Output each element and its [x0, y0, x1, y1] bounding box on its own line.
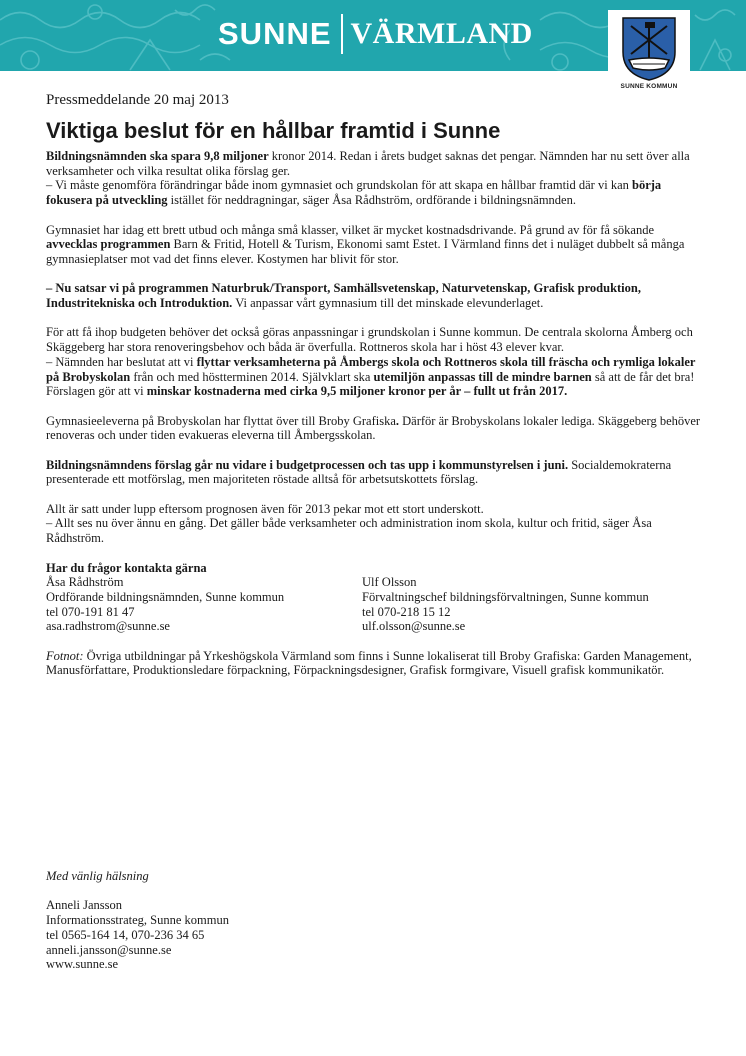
- contact-left-email[interactable]: asa.radhstrom@sunne.se: [46, 619, 170, 634]
- paragraph-2: [46, 223, 706, 267]
- p4-text-3: från och med höstterminen 2014. Självklart ska: [130, 369, 374, 384]
- press-release-body: [46, 90, 706, 693]
- p5-bold-1: .: [395, 413, 400, 428]
- p1-bold-1: Bildningsnämnden ska spara 9,8 miljoner: [46, 149, 269, 163]
- dateline: Pressmeddelande 20 maj 2013: [46, 92, 229, 108]
- p1-bold-2: börja fokusera på utveckling: [46, 178, 662, 208]
- p2-bold-1: avvecklas programmen: [46, 237, 171, 252]
- brand-divider: [341, 14, 343, 54]
- p2-text-2: Barn & Fritid, Hotell & Turism, Ekonomi samt Estet. I Värmland finns det i nuläget dubbelt så många gymnasieplatser mot vad det finns elever. Kostymen har blivit för stor.: [46, 237, 685, 266]
- p1-text-2: – Vi måste genomföra förändringar både inom gymnasiet och grundskolan för att skapa en hållbar framtid där vi kan: [46, 178, 632, 193]
- paragraph-5: [46, 414, 706, 443]
- p4-text-2: – Nämnden har beslutat att vi: [46, 354, 197, 369]
- p6-text-1: Socialdemokraterna presenterade ett motförslag, men majoriteten röstade alltså för arbetsutskottets förslag.: [46, 457, 672, 487]
- footnote-text: Övriga utbildningar på Yrkeshögskola Värmland som finns i Sunne lokaliserat till Broby Grafiska: Garden Management, Manusförfattare, Produktionsledare förpackning, Förpackningsdesigner, Grafisk formgivare, Visuell grafisk kommunikatör.: [46, 648, 692, 678]
- contact-left-role: Ordförande bildningsnämnden, Sunne kommun: [46, 589, 285, 604]
- signature-email[interactable]: anneli.jansson@sunne.se: [46, 942, 172, 957]
- contact-right-name: Ulf Olsson: [362, 575, 417, 590]
- contact-left: [46, 575, 362, 634]
- p5-text-1: Gymnasieeleverna på Brobyskolan har flyttat över till Broby Grafiska: [46, 413, 396, 428]
- paragraph-3: [46, 281, 706, 310]
- contact-right-email[interactable]: ulf.olsson@sunne.se: [362, 619, 466, 634]
- p4-text-4: så att de får det bra! Förslagen gör att vi: [46, 369, 695, 399]
- contact-left-name: Åsa Rådhström: [46, 575, 124, 590]
- p3-bold-1: – Nu satsar vi på programmen Naturbruk/Transport, Samhällsvetenskap, Naturvetenskap, Grafisk produktion, Industritekniska och Introduktion.: [46, 281, 641, 310]
- p4-bold-3: minskar kostnaderna med cirka 9,5 miljoner kronor per år – fullt ut från 2017.: [146, 384, 568, 399]
- contacts-heading: [46, 561, 706, 576]
- p1-text-1: kronor 2014. Redan i årets budget saknas det pengar. Nämnden har nu sett över alla verksamheter och vilka resultat olika förslag ger.: [46, 149, 690, 178]
- paragraph-7: [46, 502, 706, 546]
- municipal-crest: [608, 10, 690, 94]
- signature-title: Informationsstrateg, Sunne kommun: [46, 913, 229, 928]
- contact-left-phone: tel 070-191 81 47: [46, 604, 135, 619]
- brand-logo: [218, 14, 533, 54]
- signature-name: Anneli Jansson: [46, 898, 123, 913]
- contacts-heading-text: Har du frågor kontakta gärna: [46, 560, 207, 575]
- signature-web[interactable]: www.sunne.se: [46, 957, 119, 972]
- contact-right: [362, 575, 649, 634]
- paragraph-4: [46, 325, 706, 399]
- crest-label: SUNNE KOMMUN: [620, 83, 678, 90]
- signature-closing: Med vänlig hälsning: [46, 869, 149, 883]
- p3-text-1: Vi anpassar vårt gymnasium till det minskade elevunderlaget.: [232, 296, 544, 310]
- footnote: [46, 649, 706, 678]
- contacts-block: [46, 575, 706, 634]
- p5-text-2: Därför är Brobyskolans lokaler lediga. Skäggeberg behöver renoveras och under tiden evakueras eleverna till Åmbergsskolan.: [46, 413, 701, 443]
- p1-text-3: istället för neddragningar, säger Åsa Rådhström, ordförande i bildningsnämnden.: [167, 193, 576, 208]
- contact-right-role: Förvaltningschef bildningsförvaltningen, Sunne kommun: [362, 589, 649, 604]
- p2-text-1: Gymnasiet har idag ett brett utbud och många små klasser, vilket är mycket kostnadsdrivande. På grund av för få sökande: [46, 222, 655, 237]
- brand-sunne: SUNNE: [218, 16, 332, 51]
- p7-text-2: – Allt ses nu över ännu en gång. Det gäller både verksamheter och administration inom skola, kultur och fritid, säger Åsa Rådhström.: [46, 516, 652, 546]
- p4-text-1: För att få ihop budgeten behöver det också göras anpassningar i grundskolan i Sunne kommun. De centrala skolorna Åmberg och Skäggeberg har stora renoveringsbehov och båda är överfulla. Rottneros skola har i höst 43 elever kvar.: [46, 325, 693, 355]
- signature-phone: tel 0565-164 14, 070-236 34 65: [46, 927, 205, 942]
- p4-bold-2: utemiljön anpassas till de mindre barnen: [373, 369, 592, 384]
- page-title: Viktiga beslut för en hållbar framtid i Sunne: [46, 118, 501, 143]
- p4-bold-1: flyttar verksamheterna på Åmbergs skola och Rottneros skola till fräscha och rymliga lokaler på Brobyskolan: [46, 354, 696, 384]
- p7-text-1: Allt är satt under lupp eftersom prognosen även för 2013 pekar mot ett stort underskott.: [46, 501, 484, 516]
- paragraph-6: [46, 458, 706, 487]
- brand-varmland: VÄRMLAND: [350, 17, 533, 50]
- paragraph-1: [46, 149, 706, 208]
- contact-right-phone: tel 070-218 15 12: [362, 604, 451, 619]
- p6-bold-1: Bildningsnämndens förslag går nu vidare i budgetprocessen och tas upp i kommunstyrelsen i juni.: [46, 457, 569, 472]
- signature-block: [46, 869, 706, 972]
- coat-of-arms-icon: [619, 14, 679, 82]
- footnote-label: Fotnot:: [46, 648, 84, 663]
